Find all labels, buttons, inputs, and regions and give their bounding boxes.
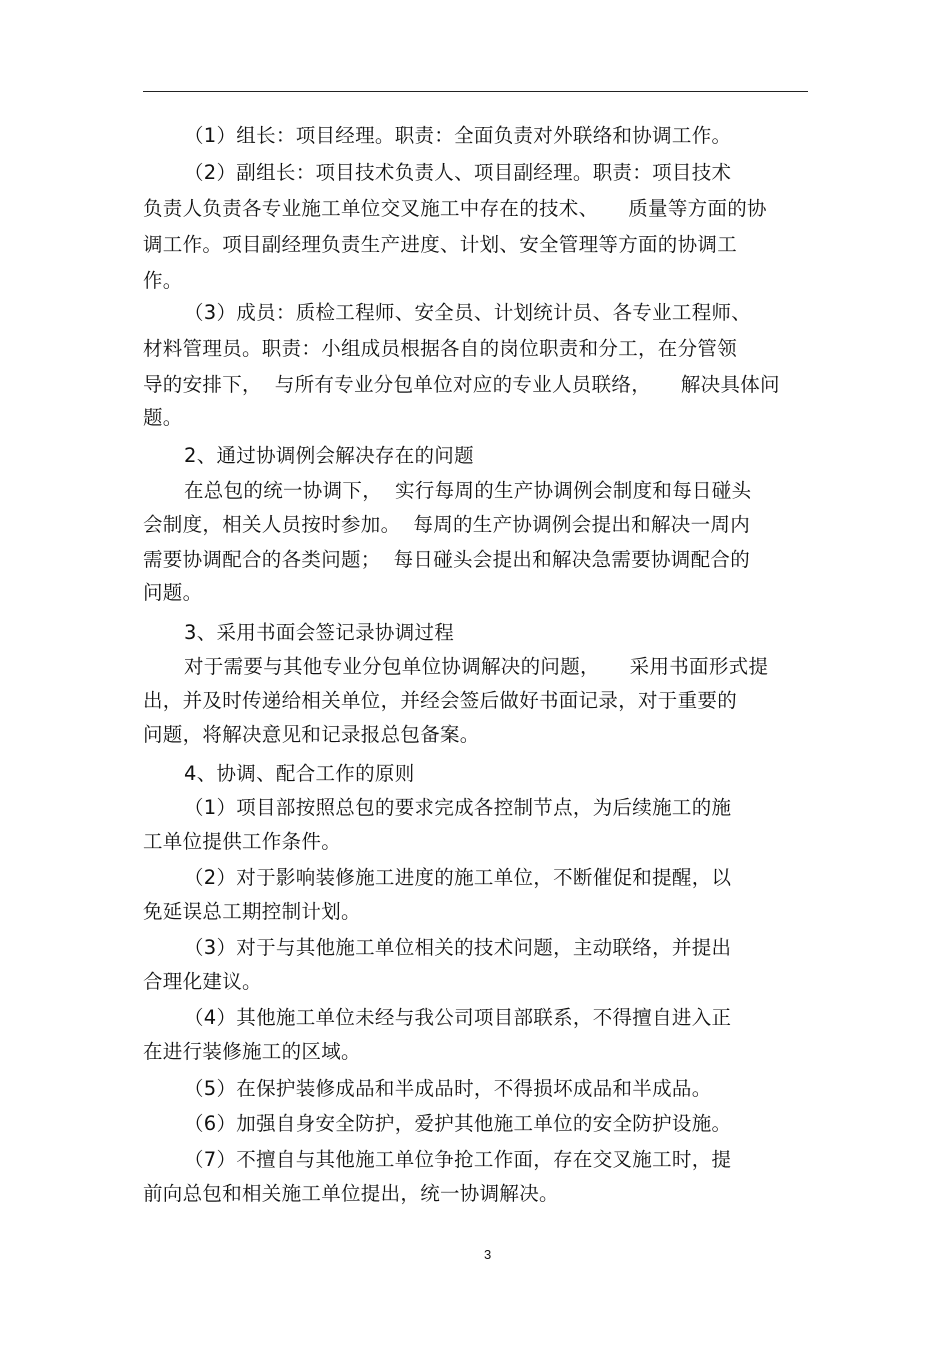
paragraph-line: 对于需要与其他专业分包单位协调解决的问题， 采用书面形式提 bbox=[184, 655, 769, 678]
paragraph-line: 需要协调配合的各类问题； 每日碰头会提出和解决急需要协调配合的 bbox=[143, 548, 750, 571]
paragraph-line: 材料管理员。职责：小组成员根据各自的岗位职责和分工，在分管领 bbox=[143, 337, 738, 360]
paragraph-line: 题。 bbox=[143, 406, 183, 429]
paragraph-line: （7）不擅自与其他施工单位争抢工作面，存在交叉施工时，提 bbox=[184, 1148, 732, 1171]
paragraph-line: 免延误总工期控制计划。 bbox=[143, 900, 361, 923]
paragraph-line: 在总包的统一协调下， 实行每周的生产协调例会制度和每日碰头 bbox=[184, 479, 752, 502]
paragraph-line: 在进行装修施工的区域。 bbox=[143, 1040, 361, 1063]
section-heading: 4、协调、配合工作的原则 bbox=[184, 762, 415, 785]
paragraph-line: 导的安排下， 与所有专业分包单位对应的专业人员联络， 解决具体问 bbox=[143, 373, 780, 396]
paragraph-line: 前向总包和相关施工单位提出，统一协调解决。 bbox=[143, 1182, 559, 1205]
paragraph-line: （1）项目部按照总包的要求完成各控制节点，为后续施工的施 bbox=[184, 796, 732, 819]
paragraph-line: 出，并及时传递给相关单位，并经会签后做好书面记录，对于重要的 bbox=[143, 689, 738, 712]
page-number: 3 bbox=[484, 1247, 492, 1262]
paragraph-line: （3）对于与其他施工单位相关的技术问题，主动联络，并提出 bbox=[184, 936, 732, 959]
paragraph-line: （3）成员：质检工程师、安全员、计划统计员、各专业工程师、 bbox=[184, 301, 752, 324]
paragraph-line: 负责人负责各专业施工单位交叉施工中存在的技术、 质量等方面的协 bbox=[143, 197, 767, 220]
paragraph-line: 问题，将解决意见和记录报总包备案。 bbox=[143, 723, 480, 746]
paragraph-line: （2）副组长：项目技术负责人、项目副经理。职责：项目技术 bbox=[184, 161, 732, 184]
paragraph-line: （6）加强自身安全防护，爱护其他施工单位的安全防护设施。 bbox=[184, 1112, 732, 1135]
paragraph-line: 会制度，相关人员按时参加。 每周的生产协调例会提出和解决一周内 bbox=[143, 513, 750, 536]
paragraph-line: （1）组长：项目经理。职责：全面负责对外联络和协调工作。 bbox=[184, 124, 732, 147]
section-heading: 2、通过协调例会解决存在的问题 bbox=[184, 444, 474, 467]
paragraph-line: （4）其他施工单位未经与我公司项目部联系，不得擅自进入正 bbox=[184, 1006, 732, 1029]
header-rule bbox=[143, 91, 808, 92]
paragraph-line: （5）在保护装修成品和半成品时，不得损坏成品和半成品。 bbox=[184, 1077, 712, 1100]
paragraph-line: 工单位提供工作条件。 bbox=[143, 830, 342, 853]
paragraph-line: 作。 bbox=[143, 269, 183, 292]
paragraph-line: 合理化建议。 bbox=[143, 970, 262, 993]
section-heading: 3、采用书面会签记录协调过程 bbox=[184, 621, 455, 644]
paragraph-line: 调工作。项目副经理负责生产进度、计划、安全管理等方面的协调工 bbox=[143, 233, 738, 256]
paragraph-line: 问题。 bbox=[143, 581, 203, 604]
paragraph-line: （2）对于影响装修施工进度的施工单位，不断催促和提醒，以 bbox=[184, 866, 732, 889]
